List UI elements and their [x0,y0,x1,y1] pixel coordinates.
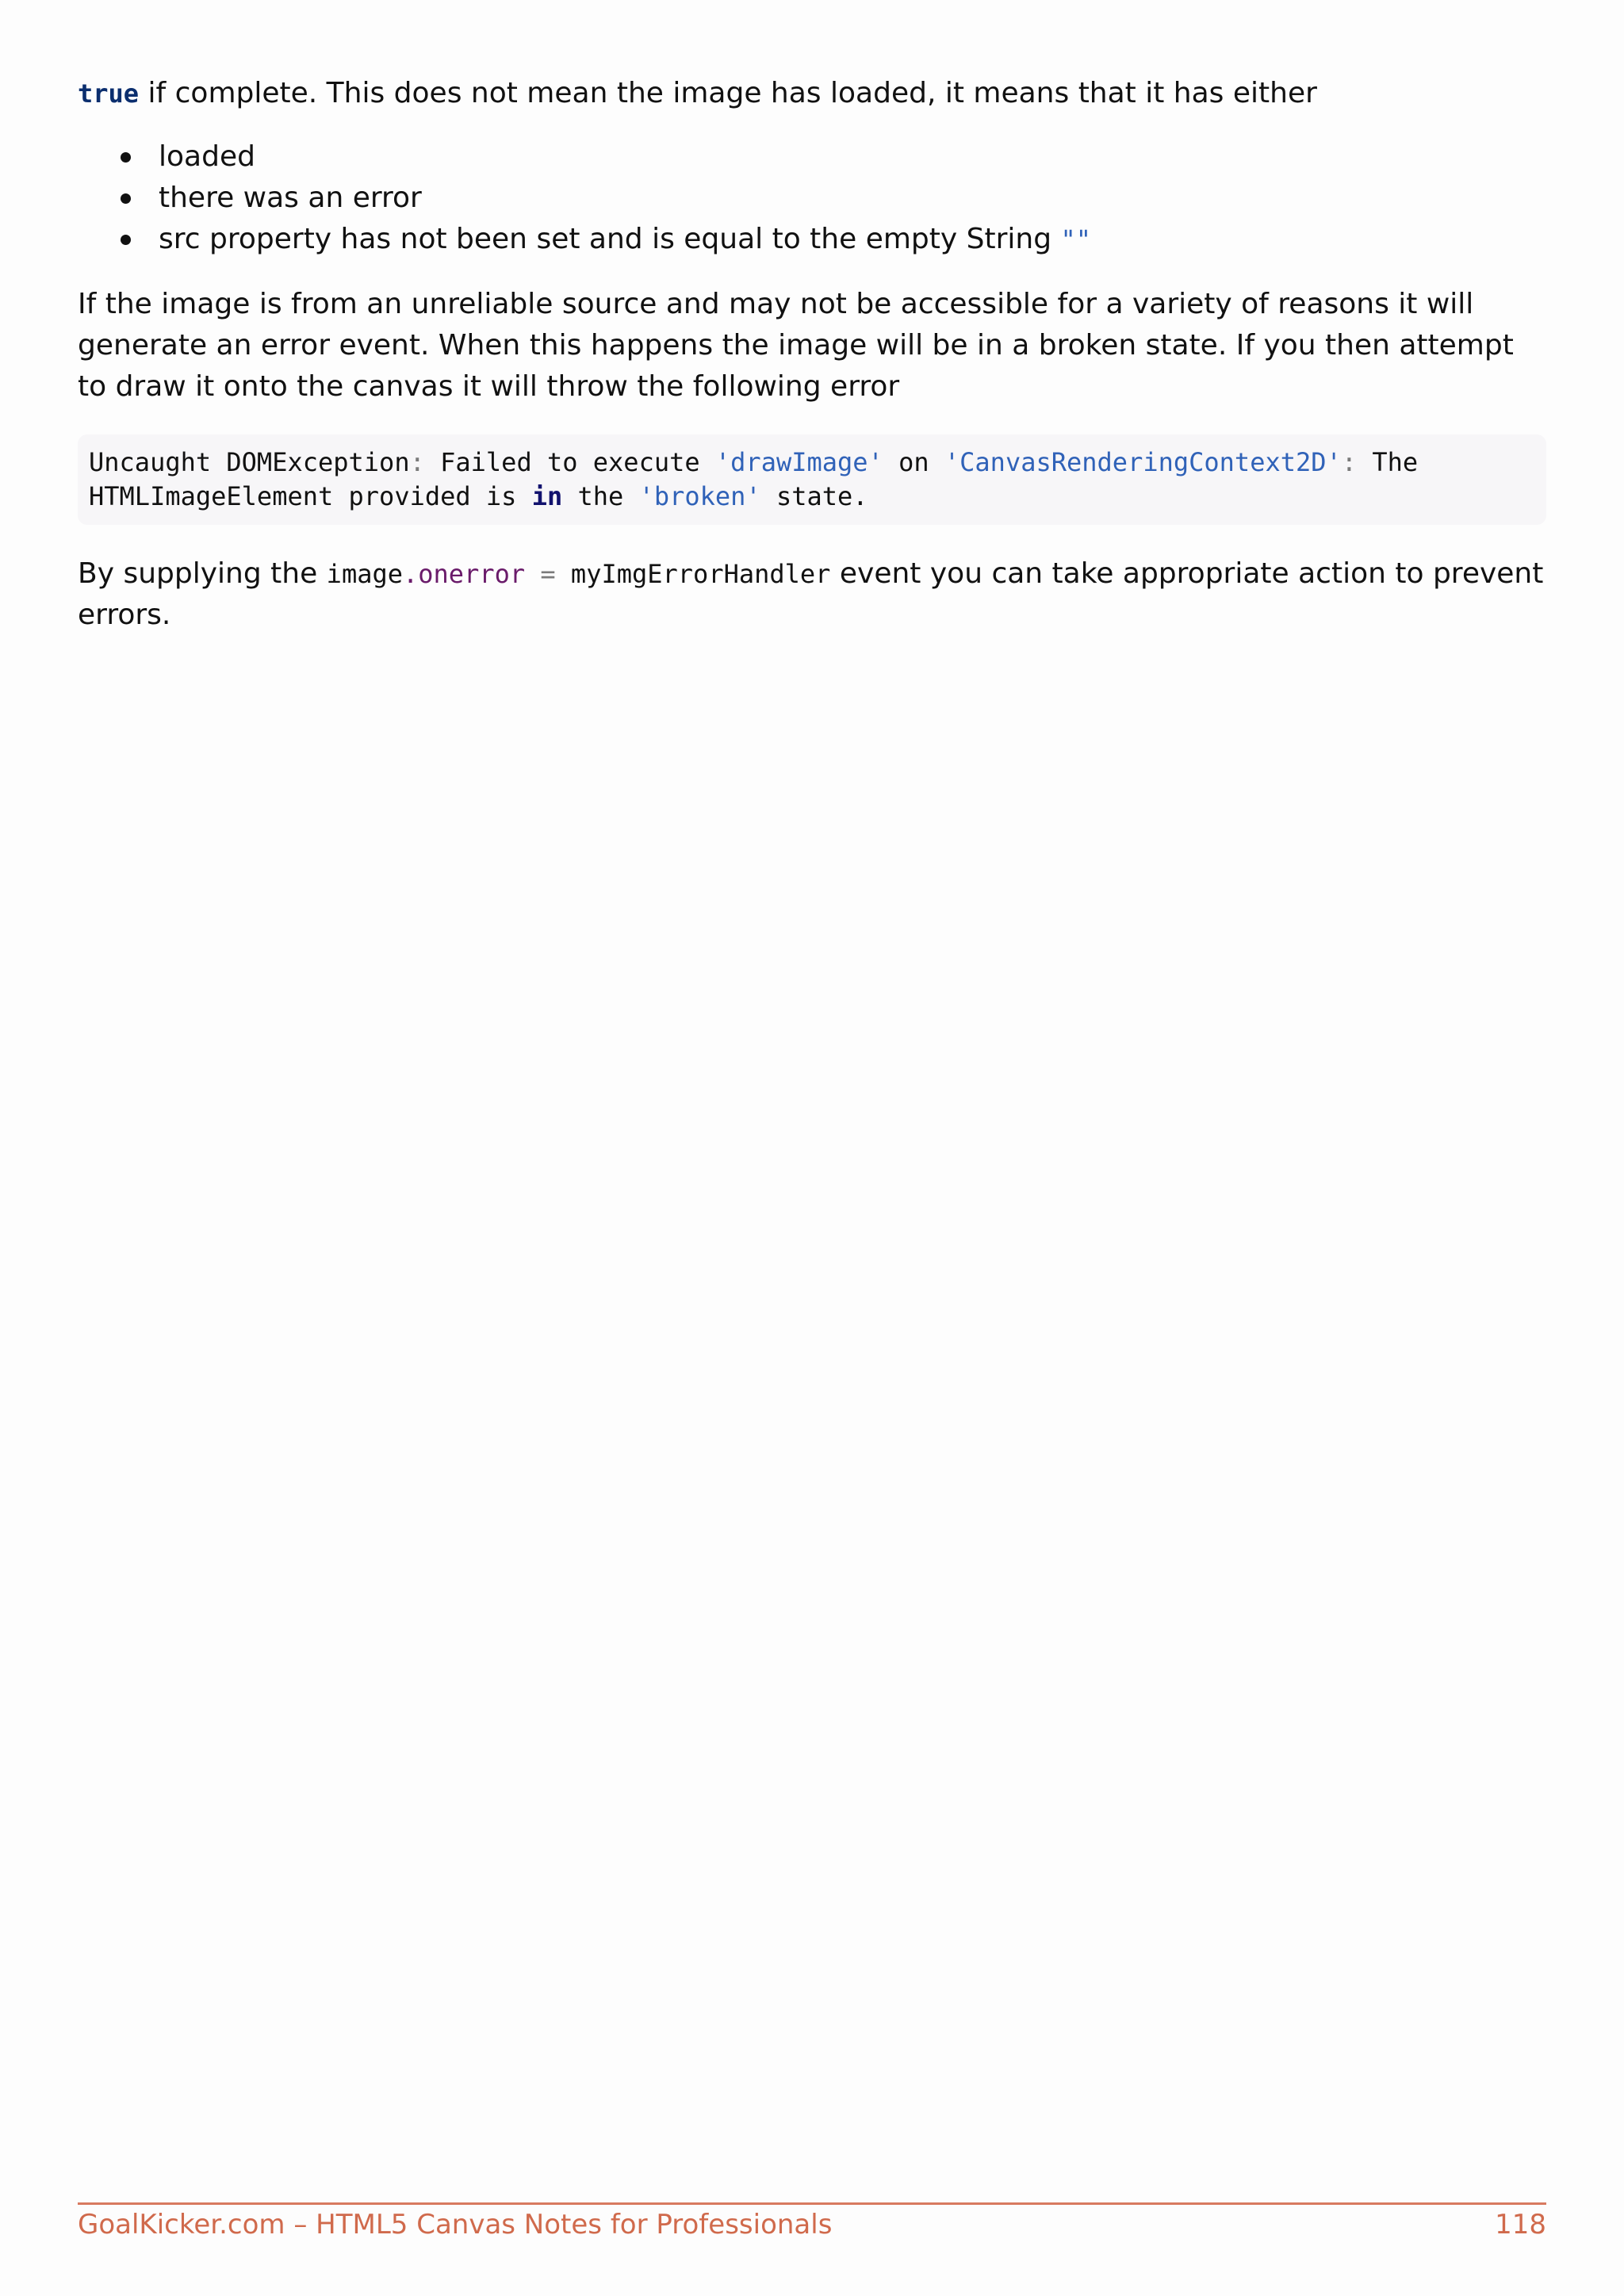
state-list [78,136,1546,260]
code-token: The [1357,447,1419,477]
bullet-icon [121,193,131,204]
bullet-icon [121,235,131,245]
code-property: .onerror [403,559,526,589]
page-content [78,73,1546,636]
code-token: : [1341,447,1358,477]
intro-text: if complete. This does not mean the image has loaded, it means that it has either [139,77,1317,109]
handler-paragraph [78,553,1546,636]
code-token: : [409,447,425,477]
footer-divider [78,2202,1546,2205]
code-operator: = [525,559,571,589]
list-item [117,136,1546,178]
true-keyword: true [78,78,140,109]
error-code-block [78,434,1546,525]
code-token: Uncaught DOMException [89,447,410,477]
bullet-icon [121,152,131,163]
handler-text-after: event you can take appropriate action to prevent errors. [78,557,1544,631]
intro-paragraph [78,73,1546,114]
list-item-text: src property has not been set and is equal to the empty String [159,223,1061,255]
empty-string-code: "" [1060,224,1092,254]
list-item-text: there was an error [159,182,422,214]
code-token: Failed to execute [424,447,715,477]
code-string: 'drawImage' [714,447,883,477]
code-string: 'CanvasRenderingContext2D' [944,447,1342,477]
code-string: 'broken' [638,481,761,511]
footer-title: GoalKicker.com – HTML5 Canvas Notes for Professionals [78,2209,833,2241]
code-keyword: in [531,481,563,511]
page-number: 118 [1495,2209,1546,2241]
handler-text-before: By supplying the [78,557,327,590]
code-object: image [326,559,403,589]
list-item-text: loaded [159,140,255,173]
error-paragraph: If the image is from an unreliable source and may not be accessible for a variety of reasons it will generate an error event. When this happens the image will be in a broken state. If you then attempt to draw it onto the canvas it will throw the following error [78,288,1514,403]
list-item [117,178,1546,219]
code-token: on [883,447,944,477]
code-token: the [562,481,639,511]
code-value: myImgErrorHandler [570,559,831,589]
code-token: HTMLImageElement provided is [89,481,532,511]
list-item [117,219,1546,260]
code-token: state. [760,481,868,511]
